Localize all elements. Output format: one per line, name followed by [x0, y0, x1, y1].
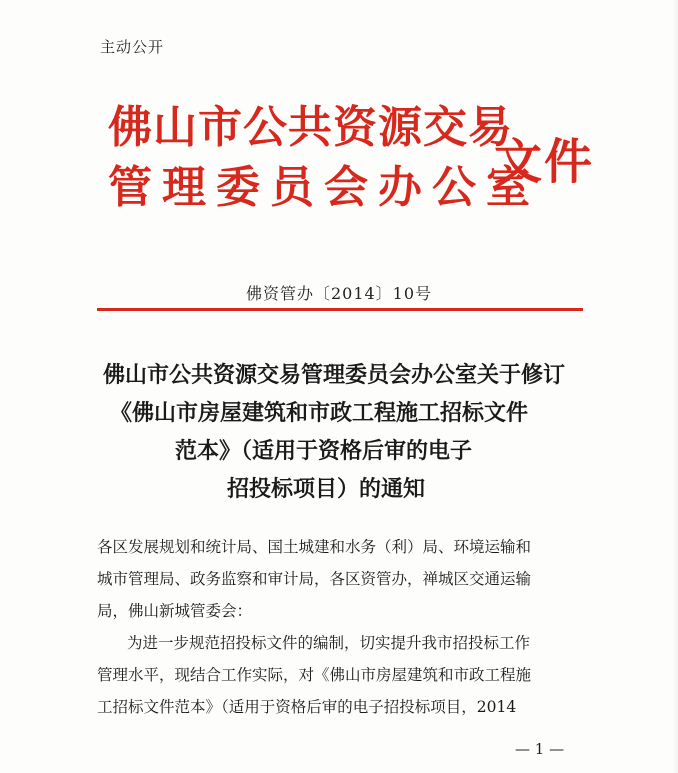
issuer-name-line-2: 管理委员会办公室 — [108, 162, 540, 213]
title-line-1: 佛山市公共资源交易管理委员会办公室关于修订 — [103, 362, 566, 388]
scan-shadow-edge — [672, 0, 678, 773]
body-line-6: 工招标文件范本》（适用于资格后审的电子招投标项目，2014 — [97, 698, 517, 716]
issuer-red-header — [108, 102, 595, 233]
issuer-name-line-1: 佛山市公共资源交易 — [108, 102, 513, 153]
body-line-4: 为进一步规范招投标文件的编制，切实提升我市招投标工作 — [127, 634, 531, 652]
page-number: — 1 — — [515, 740, 565, 758]
document-number: 佛资管办〔2014〕10号 — [245, 284, 433, 303]
body-line-1: 各区发展规划和统计局、国土城建和水务（利）局、环境运输和 — [97, 538, 532, 556]
body-line-5: 管理水平，现结合工作实际，对《佛山市房屋建筑和市政工程施 — [97, 666, 532, 684]
disclosure-label: 主动公开 — [100, 38, 165, 56]
title-line-3: 范本》（适用于资格后审的电子 — [175, 438, 473, 464]
issuer-document-suffix: 文件 — [494, 134, 595, 190]
body-line-2: 城市管理局、政务监察和审计局，各区资管办，禅城区交通运输 — [97, 570, 532, 588]
title-line-2: 《佛山市房屋建筑和市政工程施工招标文件 — [110, 400, 529, 426]
title-line-4: 招投标项目）的通知 — [227, 476, 426, 502]
red-divider-line — [97, 308, 583, 311]
body-line-3: 局，佛山新城管委会： — [97, 602, 253, 620]
